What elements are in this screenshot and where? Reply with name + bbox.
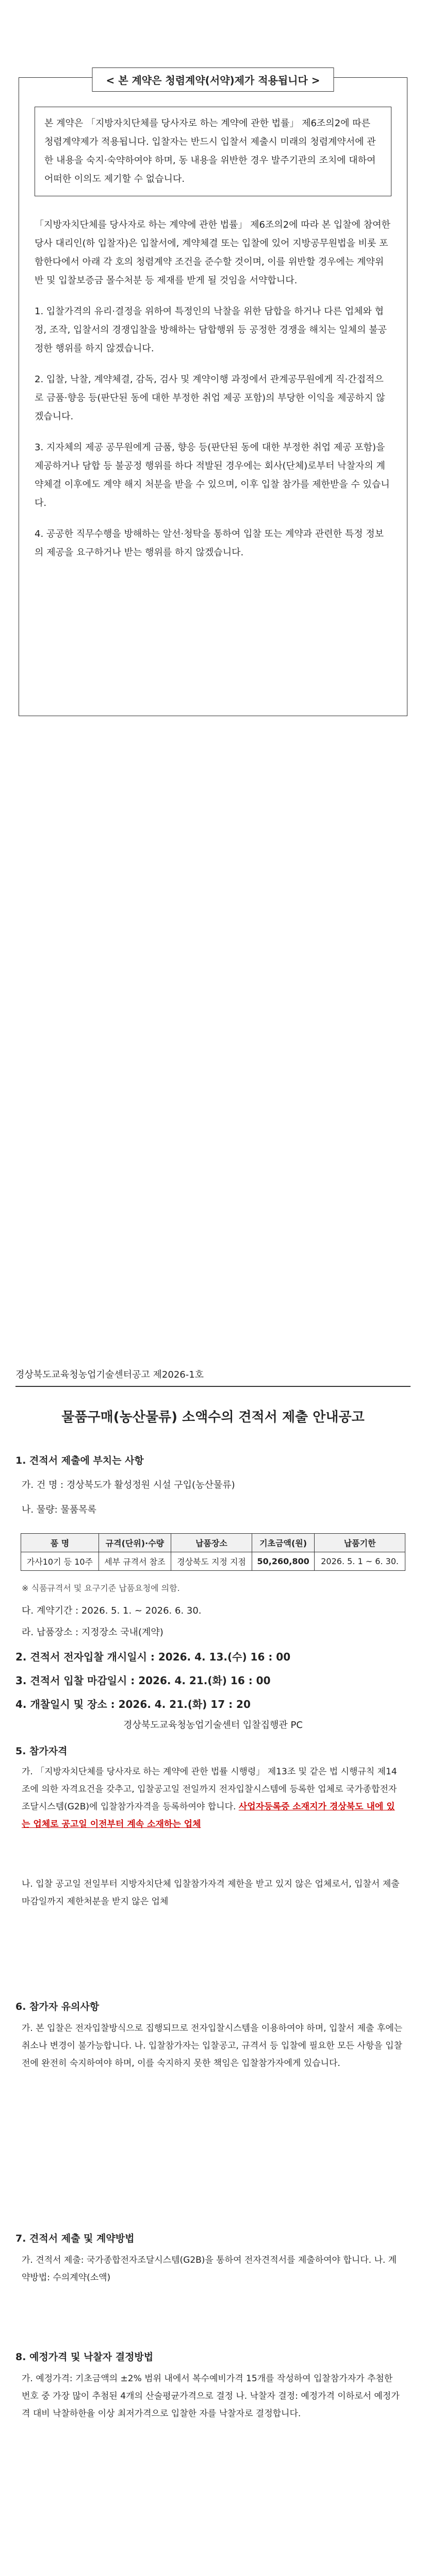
table-cell: 2026. 5. 1 ~ 6. 30. [315, 1552, 405, 1571]
eligibility-text: 가. 「지방자치단체를 당사자로 하는 계약에 관한 법률 시행령」 제13조 및 같은 법 시행규칙 제14조에 의한 자격요건을 갖추고, 입찰공고일 전일까지 전자입찰시스템에 등록한 업체로 국가종합전자조달시스템(G2B)에 입찰참가자격을 등록하여야 합니다. [22, 1767, 397, 1812]
open-datetime [15, 1649, 290, 1664]
table-cell: 세부 규격서 참조 [99, 1552, 171, 1571]
section-8-heading: 8. 예정가격 및 낙찰자 결정방법 [15, 2351, 154, 2363]
close-value: 2026. 4. 21.(화) 16 : 00 [138, 1674, 271, 1687]
close-datetime [15, 1672, 271, 1687]
eligibility-highlight: 사업자등록증 소재지가 경상북도 내에 있는 업체로 공고일 이전부터 계속 소재하는 업체 [22, 1802, 395, 1829]
section-5-heading: 5. 참가자격 [15, 1745, 68, 1757]
opening-datetime [15, 1696, 251, 1711]
table-cell: 경상북도 지정 지점 [171, 1552, 252, 1571]
section-6-heading: 6. 참가자 유의사항 [15, 2001, 100, 2012]
integrity-contract-box: 본 계약은 「지방자치단체를 당사자로 하는 계약에 관한 법률」 제6조의2에 따른 청렴계약제가 적용됩니다. 입찰자는 반드시 입찰서 제출시 미래의 청렴계약서에 관한 내용을 숙지·숙약하여야 하며, 동 내용을 위반한 경우 발주기관의 조치에 대하여 어떠한 이의도 제기할 수 없습니다. [35, 107, 391, 196]
table-header-cell: 기초금액(원) [252, 1534, 315, 1552]
eligibility-paragraph [22, 1763, 403, 1833]
quantity-line: 나. 물량: 물품목록 [22, 1504, 96, 1515]
table-header-cell: 납품장소 [171, 1534, 252, 1552]
document-title: 물품구매(농산물류) 소액수의 견적서 제출 안내공고 [61, 1410, 365, 1425]
table-header-cell: 납품기한 [315, 1534, 405, 1552]
open-value: 2026. 4. 13.(수) 16 : 00 [158, 1651, 291, 1663]
notice-number: 경상북도교육청농업기술센터공고 제2026-1호 [15, 1369, 204, 1380]
table-header-cell: 규격(단위)·수량 [99, 1534, 171, 1552]
integrity-item: 1. 입찰가격의 유리·결정을 위하여 특정인의 낙찰을 위한 담합을 하거나 다른 업체와 협정, 조작, 입찰서의 경쟁입찰을 방해하는 담합행위 등 공정한 경쟁을 해치는 일체의 불공정한 행위를 하지 않겠습니다. [35, 306, 387, 354]
item-name-line: 가. 건 명 : 경상북도가 활성정원 시설 구입(농산물류) [22, 1480, 235, 1490]
eligibility-paragraph-2: 나. 입찰 공고일 전일부터 지방자치단체 입찰참가자격 제한을 받고 있지 않은 업체로서, 입찰서 제출 마감일까지 제한처분을 받지 않은 업체 [22, 1879, 400, 1907]
item-table [21, 1533, 405, 1571]
integrity-item: 4. 공공한 직무수행을 방해하는 알선·청탁을 통하여 입찰 또는 계약과 관련한 특정 정보의 제공을 요구하거나 받는 행위를 하지 않겠습니다. [35, 529, 384, 558]
table-header-cell: 품 명 [21, 1534, 99, 1552]
close-label: 3. 견적서 입찰 마감일시 : [15, 1674, 135, 1687]
blank-spacer [0, 716, 426, 1355]
integrity-item: 2. 입찰, 낙찰, 계약체결, 감독, 검사 및 계약이행 과정에서 관계공무원에게 직·간접적으로 금품·향응 등(판단된 동에 대한 부정한 취업 제공 포함)의 부당한 이익을 제공하지 않겠습니다. [35, 374, 385, 422]
integrity-item: 3. 지자체의 제공 공무원에게 금품, 향응 등(판단된 동에 대한 부정한 취업 제공 포함)을 제공하거나 담합 등 불공정 행위를 하다 적발된 경우에는 회사(단체)로부터 낙찰자의 계약체결 이후에도 계약 해지 처분을 받을 수 있으며, 이후 입찰 참가를 제한받을 수 있습니다. [35, 442, 390, 509]
opening-value: 2026. 4. 21.(화) 17 : 20 [118, 1698, 251, 1710]
spec-note: ※ 식품규격서 및 요구기준 납품요청에 의함. [22, 1583, 180, 1593]
table-cell: 가사10기 등 10주 [21, 1552, 99, 1571]
open-label: 2. 견적서 전자입찰 개시일시 : [15, 1651, 155, 1663]
delivery-place-line: 라. 납품장소 : 지정장소 국내(계약) [22, 1627, 163, 1638]
precaution-paragraph: 가. 본 입찰은 전자입찰방식으로 집행되므로 전자입찰시스템을 이용하여야 하며, 입찰서 제출 후에는 취소나 변경이 불가능합니다. 나. 입찰참가자는 입찰공고, 규격서 등 입찰에 필요한 모든 사항을 입찰 전에 완전히 숙지하여야 하며, 이를 숙지하지 못한 책임은 입찰참가자에게 있습니다. [22, 2023, 403, 2069]
opening-place: 경상북도교육청농업기술센터 입찰집행관 PC [123, 1720, 303, 1731]
divider [15, 1386, 411, 1387]
table-row [21, 1552, 405, 1571]
price-paragraph: 가. 예정가격: 기초금액의 ±2% 범위 내에서 복수예비가격 15개를 작성하여 입찰참가자가 추첨한 번호 중 가장 많이 추첨된 4개의 산술평균가격으로 결정 나. 낙찰자 결정: 예정가격 이하로서 예정가격 대비 낙찰하한율 이상 최저가격으로 입찰한 자를 낙찰자로 결정합니다. [22, 2374, 400, 2419]
table-cell: 50,260,800 [252, 1552, 315, 1571]
opening-label: 4. 개찰일시 및 장소 : [15, 1698, 115, 1710]
integrity-contract-title: < 본 계약은 청렴계약(서약)제가 적용됩니다 > [92, 67, 334, 92]
table-header-row [21, 1534, 405, 1552]
contract-period-line: 다. 계약기간 : 2026. 5. 1. ~ 2026. 6. 30. [22, 1605, 202, 1616]
integrity-intro: 「지방자치단체를 당사자로 하는 계약에 관한 법률」 제6조의2에 따라 본 입찰에 참여한 당사 대리인(하 입찰자)은 입찰서에, 계약체결 또는 입찰에 있어 지방공무원법을 비롯 포함한다에서 아래 각 호의 청렴계약 조건을 준수할 것이며, 이를 위반할 경우에는 계약위반 및 입찰보증금 몰수처분 등 제재를 받게 될 것임을 서약합니다. [35, 219, 390, 286]
integrity-contract-section [19, 74, 407, 716]
submission-paragraph: 가. 견적서 제출: 국가종합전자조달시스템(G2B)을 통하여 전자견적서를 제출하여야 합니다. 나. 계약방법: 수의계약(소액) [22, 2255, 397, 2283]
section-7-heading: 7. 견적서 제출 및 계약방법 [15, 2233, 135, 2244]
section-1-heading: 1. 견적서 제출에 부치는 사항 [15, 1455, 144, 1466]
